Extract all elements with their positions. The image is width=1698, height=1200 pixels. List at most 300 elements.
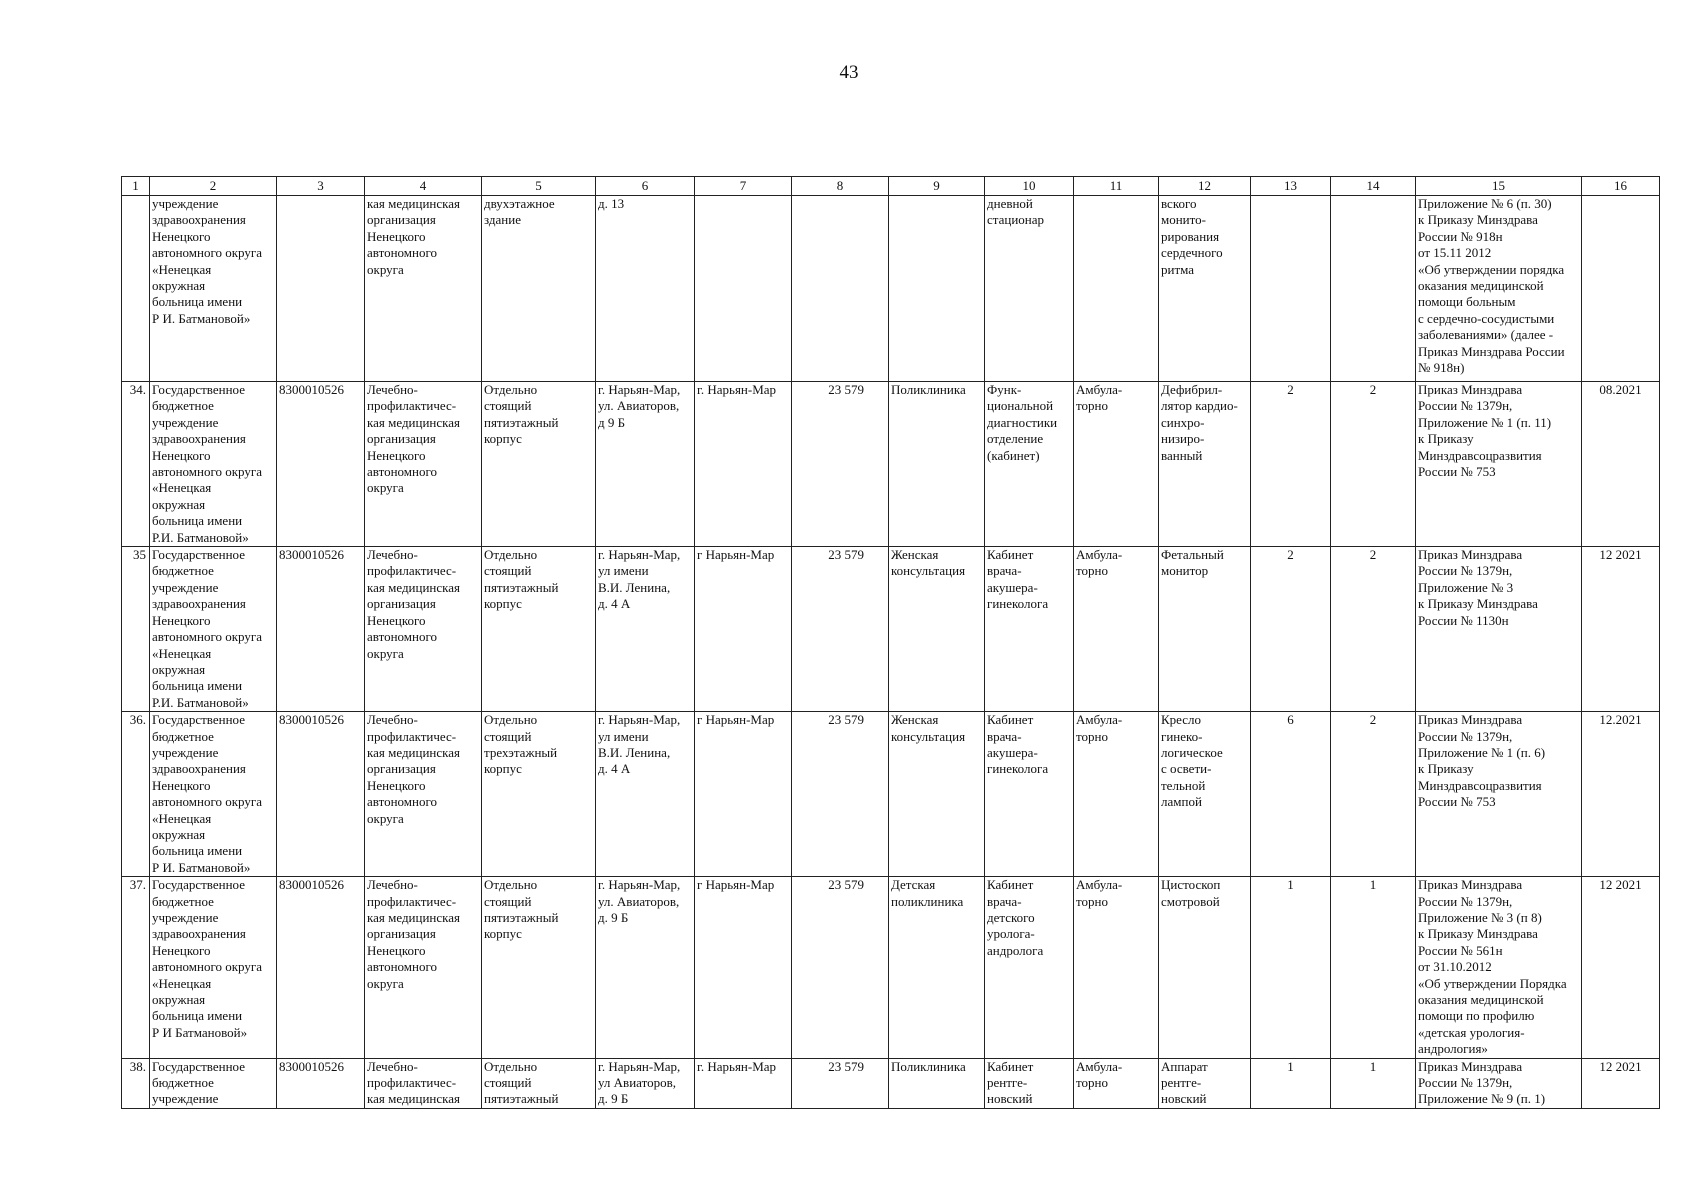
cell-cabinet	[985, 547, 1074, 712]
cell-row-number: 34.	[122, 382, 150, 547]
cell-care-form	[1074, 1058, 1159, 1108]
cell-cabinet	[985, 1058, 1074, 1108]
cell-inn: 8300010526	[277, 382, 365, 547]
cell-line: стационар	[987, 212, 1045, 228]
cell-line: России № 1379н,	[1418, 893, 1513, 909]
cell-city: г Нарьян-Мар	[695, 712, 792, 877]
cell-line: г. Нарьян-Мар,	[598, 547, 681, 563]
cell-line: автономного	[367, 245, 437, 261]
cell-institution-name	[150, 547, 277, 712]
cell-line: логическое	[1161, 744, 1223, 760]
cell-department	[889, 1058, 985, 1108]
cell-line: организация	[367, 212, 436, 228]
column-header-12: 12	[1159, 177, 1251, 196]
cell-legal-basis	[1416, 196, 1582, 382]
column-header-10: 10	[985, 177, 1074, 196]
cell-line: рирования	[1161, 228, 1220, 244]
cell-line: синхро-	[1161, 414, 1205, 430]
cell-line: автономного округа	[152, 464, 262, 480]
cell-legal-basis	[1416, 382, 1582, 547]
cell-population: 23 579	[792, 382, 889, 547]
cell-department	[889, 382, 985, 547]
cell-row-number: 37.	[122, 877, 150, 1058]
cell-line: кая медицинская	[367, 910, 461, 925]
cell-organization-type	[365, 1058, 482, 1108]
cell-line: больница имени	[152, 294, 243, 310]
cell-population	[792, 196, 889, 382]
cell-line: корпус	[484, 926, 522, 942]
cell-line: Амбула-	[1076, 712, 1123, 728]
cell-line: рентге-	[987, 1075, 1028, 1091]
cell-line: Кабинет	[987, 1058, 1034, 1074]
cell-line: Фетальный	[1161, 547, 1224, 563]
cell-address	[596, 196, 695, 382]
cell-line: «Ненецкая	[152, 645, 212, 661]
cell-quantity-required: 1	[1251, 877, 1331, 1058]
cell-line: Ненецкого	[152, 228, 211, 244]
cell-line: с освети-	[1161, 761, 1212, 777]
cell-quantity-available: 2	[1331, 547, 1416, 712]
cell-line: Ненецкого	[152, 447, 211, 463]
column-header-8: 8	[792, 177, 889, 196]
cell-line: Отдельно	[484, 712, 538, 728]
cell-line: «Об утверждении порядка	[1418, 261, 1565, 277]
cell-line: Амбула-	[1076, 547, 1123, 563]
cell-line: автономного округа	[152, 959, 262, 975]
cell-line: здравоохранения	[152, 431, 246, 447]
cell-line: Ненецкого	[367, 447, 426, 463]
cell-line: В.И. Ленина,	[598, 579, 671, 595]
cell-care-form	[1074, 547, 1159, 712]
cell-line: учреждение	[152, 910, 219, 925]
cell-line: окружная	[152, 278, 206, 294]
cell-line: Р И Батмановой»	[152, 1024, 248, 1040]
cell-line: Государственное	[152, 877, 245, 893]
cell-city: г Нарьян-Мар	[695, 547, 792, 712]
cell-line: здравоохранения	[152, 212, 246, 228]
cell-line: Государственное	[152, 712, 245, 728]
cell-line: от 31.10.2012	[1418, 959, 1492, 975]
cell-line: акушера-	[987, 744, 1038, 760]
cell-city: г. Нарьян-Мар	[695, 382, 792, 547]
page-number: 43	[839, 62, 859, 83]
cell-address	[596, 382, 695, 547]
table-row	[122, 712, 1660, 877]
cell-line: кая медицинская	[367, 196, 461, 211]
cell-line: Ненецкого	[367, 942, 426, 958]
column-header-11: 11	[1074, 177, 1159, 196]
cell-population: 23 579	[792, 877, 889, 1058]
cell-line: бюджетное	[152, 398, 214, 414]
cell-institution-name	[150, 196, 277, 382]
column-header-15: 15	[1416, 177, 1582, 196]
cell-line: помощи больным	[1418, 294, 1516, 310]
cell-line: Амбула-	[1076, 382, 1123, 397]
cell-line: новский	[1161, 1091, 1207, 1107]
cell-line: Приказ Минздрава	[1418, 382, 1523, 397]
cell-line: оказания медицинской	[1418, 992, 1544, 1008]
cell-line: торно	[1076, 1075, 1108, 1091]
cell-line: врача-	[987, 728, 1022, 744]
cell-line: Лечебно-	[367, 547, 418, 563]
cell-line: округа	[367, 810, 404, 826]
cell-line: диагностики	[987, 414, 1058, 430]
cell-equipment	[1159, 382, 1251, 547]
cell-line: дневной	[987, 196, 1033, 211]
cell-line: д. 13	[598, 196, 625, 211]
cell-line: к Приказу Минздрава	[1418, 926, 1538, 942]
cell-inn: 8300010526	[277, 877, 365, 1058]
column-header-9: 9	[889, 177, 985, 196]
cell-line: оказания медицинской	[1418, 278, 1544, 294]
cell-line: корпус	[484, 761, 522, 777]
cell-building-type	[482, 877, 596, 1058]
cell-quantity-required: 1	[1251, 1058, 1331, 1108]
cell-organization-type	[365, 547, 482, 712]
cell-line: здравоохранения	[152, 926, 246, 942]
cell-line: здравоохранения	[152, 761, 246, 777]
cell-line: больница имени	[152, 843, 243, 859]
cell-line: Р.И. Батмановой»	[152, 529, 249, 545]
table-row	[122, 877, 1660, 1058]
cell-line: стоящий	[484, 563, 532, 579]
cell-inn: 8300010526	[277, 1058, 365, 1108]
cell-line: пятиэтажный	[484, 1091, 559, 1107]
cell-line: (кабинет)	[987, 447, 1040, 463]
table-row	[122, 1058, 1660, 1108]
cell-care-form	[1074, 382, 1159, 547]
cell-inn: 8300010526	[277, 712, 365, 877]
cell-line: «Ненецкая	[152, 975, 212, 991]
cell-line: России № 1130н	[1418, 612, 1509, 628]
cell-line: низиро-	[1161, 431, 1205, 447]
cell-line: здравоохранения	[152, 596, 246, 612]
cell-line: В.И. Ленина,	[598, 744, 671, 760]
cell-equipment	[1159, 196, 1251, 382]
cell-line: Приложение № 3	[1418, 579, 1514, 595]
cell-line: Минздравсоцразвития	[1418, 777, 1542, 793]
cell-line: корпус	[484, 431, 522, 447]
cell-line: России № 753	[1418, 794, 1496, 810]
cell-line: автономного	[367, 629, 437, 645]
cell-line: двухэтажное	[484, 196, 555, 211]
cell-population: 23 579	[792, 1058, 889, 1108]
cell-line: России № 1379н,	[1418, 728, 1513, 744]
cell-line: автономного округа	[152, 629, 262, 645]
cell-line: Лечебно-	[367, 877, 418, 893]
cell-line: торно	[1076, 398, 1108, 414]
cell-line: г. Нарьян-Мар,	[598, 877, 681, 893]
cell-line: Государственное	[152, 382, 245, 397]
cell-line: Приказ Минздрава	[1418, 1058, 1523, 1074]
table-header	[122, 177, 1660, 196]
column-header-6: 6	[596, 177, 695, 196]
cell-line: бюджетное	[152, 1075, 214, 1091]
cell-line: Ненецкого	[367, 777, 426, 793]
cell-line: д. 9 Б	[598, 1091, 629, 1107]
cell-care-form	[1074, 877, 1159, 1058]
cell-line: автономного округа	[152, 794, 262, 810]
cell-line: Приказ Минздрава России	[1418, 343, 1565, 359]
cell-line: Приложение № 6 (п. 30)	[1418, 196, 1552, 211]
cell-line: детского	[987, 910, 1035, 925]
cell-quantity-available: 1	[1331, 1058, 1416, 1108]
cell-line: Отдельно	[484, 382, 538, 397]
cell-line: к Приказу Минздрава	[1418, 596, 1538, 612]
cell-line: организация	[367, 761, 436, 777]
cell-line: ванный	[1161, 447, 1203, 463]
cell-line: лятор кардио-	[1161, 398, 1238, 414]
column-header-5: 5	[482, 177, 596, 196]
cell-line: Р И. Батмановой»	[152, 859, 251, 875]
cell-line: торно	[1076, 728, 1108, 744]
cell-quantity-available: 1	[1331, 877, 1416, 1058]
cell-line: гинеколога	[987, 596, 1049, 612]
cell-care-form	[1074, 196, 1159, 382]
cell-line: «Ненецкая	[152, 261, 212, 277]
cell-line: Государственное	[152, 1058, 245, 1074]
cell-quantity-available	[1331, 196, 1416, 382]
cell-organization-type	[365, 877, 482, 1058]
cell-building-type	[482, 1058, 596, 1108]
equipment-table	[121, 176, 1660, 1109]
cell-line: России № 561н	[1418, 942, 1503, 958]
cell-line: больница имени	[152, 1008, 243, 1024]
cell-line: д. 9 Б	[598, 910, 629, 925]
cell-line: врача-	[987, 893, 1022, 909]
cell-line: ул. Авиаторов,	[598, 893, 680, 909]
cell-date: 12.2021	[1582, 712, 1660, 877]
cell-line: организация	[367, 926, 436, 942]
cell-line: гинеко-	[1161, 728, 1203, 744]
cell-line: «Ненецкая	[152, 480, 212, 496]
cell-equipment	[1159, 1058, 1251, 1108]
cell-line: заболеваниями» (далее -	[1418, 327, 1554, 343]
cell-city	[695, 196, 792, 382]
cell-line: Лечебно-	[367, 712, 418, 728]
cell-quantity-required: 2	[1251, 382, 1331, 547]
cell-line: Кабинет	[987, 712, 1034, 728]
cell-line: бюджетное	[152, 728, 214, 744]
cell-line: «Ненецкая	[152, 810, 212, 826]
cell-line: профилактичес-	[367, 563, 457, 579]
cell-row-number: 38.	[122, 1058, 150, 1108]
cell-building-type	[482, 712, 596, 877]
cell-line: ул имени	[598, 728, 649, 744]
cell-line: от 15.11 2012	[1418, 245, 1492, 261]
cell-line: стоящий	[484, 398, 532, 414]
cell-legal-basis	[1416, 877, 1582, 1058]
cell-line: бюджетное	[152, 563, 214, 579]
cell-line: Ненецкого	[367, 612, 426, 628]
cell-line: монитор	[1161, 563, 1209, 579]
table-row	[122, 382, 1660, 547]
cell-organization-type	[365, 196, 482, 382]
cell-line: Ненецкого	[367, 228, 426, 244]
column-header-4: 4	[365, 177, 482, 196]
cell-line: округа	[367, 975, 404, 991]
cell-line: Приложение № 3 (п 8)	[1418, 910, 1542, 925]
cell-line: здание	[484, 212, 521, 228]
cell-line: торно	[1076, 893, 1108, 909]
cell-date: 12 2021	[1582, 547, 1660, 712]
cell-quantity-required	[1251, 196, 1331, 382]
cell-row-number	[122, 196, 150, 382]
cell-line: Ненецкого	[152, 777, 211, 793]
cell-inn	[277, 196, 365, 382]
cell-quantity-available: 2	[1331, 382, 1416, 547]
cell-line: России № 918н	[1418, 228, 1503, 244]
cell-building-type	[482, 547, 596, 712]
cell-date: 08.2021	[1582, 382, 1660, 547]
cell-quantity-available: 2	[1331, 712, 1416, 877]
cell-address	[596, 712, 695, 877]
cell-line: Р И. Батмановой»	[152, 310, 251, 326]
cell-line: Отдельно	[484, 547, 538, 563]
cell-line: смотровой	[1161, 893, 1220, 909]
cell-line: г. Нарьян-Мар,	[598, 1058, 681, 1074]
table-row	[122, 196, 1660, 382]
cell-line: ритма	[1161, 261, 1195, 277]
cell-line: д 9 Б	[598, 414, 626, 430]
cell-cabinet	[985, 382, 1074, 547]
cell-institution-name	[150, 1058, 277, 1108]
cell-line: Кресло	[1161, 712, 1202, 728]
cell-line: андрология»	[1418, 1041, 1488, 1057]
cell-quantity-required: 6	[1251, 712, 1331, 877]
cell-line: к Приказу Минздрава	[1418, 212, 1538, 228]
cell-line: Амбула-	[1076, 1058, 1123, 1074]
cell-line: торно	[1076, 563, 1108, 579]
column-header-13: 13	[1251, 177, 1331, 196]
cell-line: Государственное	[152, 547, 245, 563]
cell-address	[596, 877, 695, 1058]
cell-line: ул. Авиаторов,	[598, 398, 680, 414]
cell-department	[889, 196, 985, 382]
cell-line: пятиэтажный	[484, 579, 559, 595]
cell-line: организация	[367, 431, 436, 447]
cell-line: организация	[367, 596, 436, 612]
cell-line: стоящий	[484, 893, 532, 909]
cell-line: Приложение № 1 (п. 6)	[1418, 744, 1546, 760]
cell-line: округа	[367, 261, 404, 277]
cell-line: циональной	[987, 398, 1054, 414]
cell-line: д. 4 А	[598, 761, 631, 777]
cell-line: Лечебно-	[367, 1058, 418, 1074]
cell-line: тельной	[1161, 777, 1206, 793]
cell-line: учреждение	[152, 1091, 219, 1107]
cell-line: сердечного	[1161, 245, 1223, 261]
cell-care-form	[1074, 712, 1159, 877]
cell-line: г. Нарьян-Мар,	[598, 382, 681, 397]
column-header-14: 14	[1331, 177, 1416, 196]
cell-line: трехэтажный	[484, 744, 558, 760]
cell-department	[889, 547, 985, 712]
cell-line: России № 753	[1418, 464, 1496, 480]
cell-line: отделение	[987, 431, 1044, 447]
cell-line: Детская	[891, 877, 936, 893]
cell-line: Приложение № 1 (п. 11)	[1418, 414, 1552, 430]
cell-legal-basis	[1416, 712, 1582, 877]
cell-line: монито-	[1161, 212, 1206, 228]
cell-building-type	[482, 382, 596, 547]
cell-line: ул имени	[598, 563, 649, 579]
cell-department	[889, 877, 985, 1058]
cell-line: к Приказу	[1418, 761, 1474, 777]
cell-line: ул Авиаторов,	[598, 1075, 676, 1091]
cell-institution-name	[150, 382, 277, 547]
cell-line: консультация	[891, 728, 966, 744]
cell-line: Лечебно-	[367, 382, 418, 397]
cell-cabinet	[985, 877, 1074, 1058]
column-header-1: 1	[122, 177, 150, 196]
cell-cabinet	[985, 196, 1074, 382]
cell-line: кая медицинская	[367, 1091, 461, 1107]
cell-quantity-required: 2	[1251, 547, 1331, 712]
cell-line: консультация	[891, 563, 966, 579]
cell-line: к Приказу	[1418, 431, 1474, 447]
cell-building-type	[482, 196, 596, 382]
column-header-16: 16	[1582, 177, 1660, 196]
cell-line: профилактичес-	[367, 728, 457, 744]
cell-line: Кабинет	[987, 877, 1034, 893]
cell-address	[596, 547, 695, 712]
cell-line: окружная	[152, 992, 206, 1008]
cell-line: учреждение	[152, 579, 219, 595]
cell-line: автономного	[367, 959, 437, 975]
cell-line: Функ-	[987, 382, 1022, 397]
cell-line: пятиэтажный	[484, 910, 559, 925]
cell-equipment	[1159, 712, 1251, 877]
cell-line: кая медицинская	[367, 579, 461, 595]
cell-line: акушера-	[987, 579, 1038, 595]
cell-line: учреждение	[152, 414, 219, 430]
cell-line: «детская урология-	[1418, 1024, 1525, 1040]
cell-line: д. 4 А	[598, 596, 631, 612]
cell-line: больница имени	[152, 678, 243, 694]
cell-line: Аппарат	[1161, 1058, 1208, 1074]
cell-line: вского	[1161, 196, 1197, 211]
cell-line: Приказ Минздрава	[1418, 877, 1523, 893]
cell-organization-type	[365, 382, 482, 547]
cell-line: поликлиника	[891, 893, 964, 909]
cell-line: России № 1379н,	[1418, 398, 1513, 414]
cell-line: стоящий	[484, 728, 532, 744]
cell-line: андролога	[987, 942, 1044, 958]
cell-line: Кабинет	[987, 547, 1034, 563]
cell-line: г. Нарьян-Мар,	[598, 712, 681, 728]
cell-line: Дефибрил-	[1161, 382, 1223, 397]
cell-population: 23 579	[792, 712, 889, 877]
cell-line: корпус	[484, 596, 522, 612]
cell-line: Женская	[891, 547, 939, 563]
cell-line: рентге-	[1161, 1075, 1202, 1091]
cell-line: автономного	[367, 794, 437, 810]
cell-line: окружная	[152, 661, 206, 677]
table-body	[122, 196, 1660, 1109]
cell-line: окружная	[152, 826, 206, 842]
cell-line: Приказ Минздрава	[1418, 547, 1523, 563]
cell-line: округа	[367, 480, 404, 496]
cell-cabinet	[985, 712, 1074, 877]
cell-line: Приказ Минздрава	[1418, 712, 1523, 728]
cell-line: учреждение	[152, 744, 219, 760]
cell-line: Ненецкого	[152, 942, 211, 958]
cell-row-number: 36.	[122, 712, 150, 877]
cell-line: Цистоскоп	[1161, 877, 1221, 893]
cell-line: автономного	[367, 464, 437, 480]
cell-organization-type	[365, 712, 482, 877]
